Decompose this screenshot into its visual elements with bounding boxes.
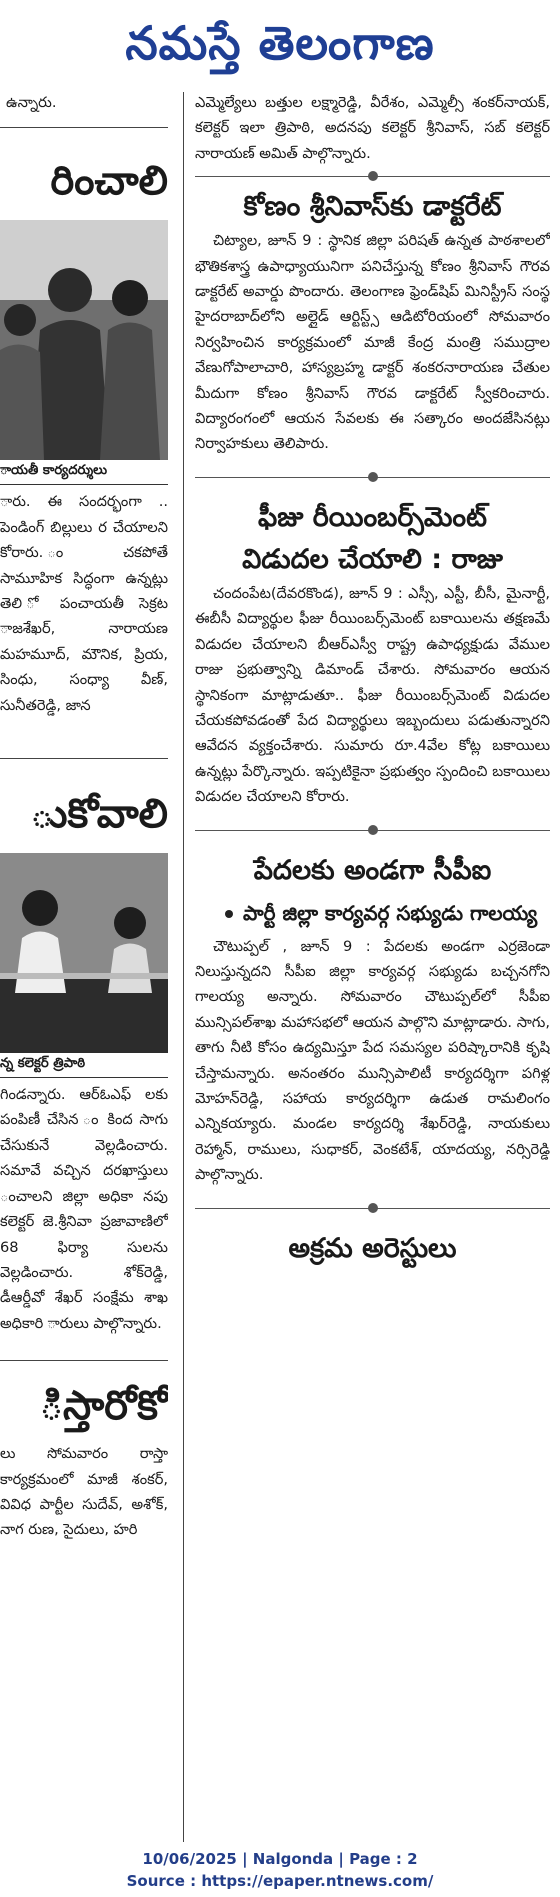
left-paragraph-2: గిండన్నారు. ఆర్‌ఓఎఫ్ లకు పంపిణీ చేసిన ం కింద సాగు చేసుకునే వెల్లడించారు. సమావే వచ్చిన దరఖాస్తులు ంచాలని జిల్లా అధికా నపు కలెక్టర్ జె.శ్రీనివా ప్రజావాణిలో 68 ఫిర్యా సులను వెల్లడించారు. శోక్‌రెడ్డి, డీఆర్డీవో శేఖర్ సంక్షేమ శాఖ అధికారి ారులు పాల్గొన్నారు. — [0, 1086, 168, 1332]
left-photo-2 — [0, 853, 168, 1053]
left-top-text: ఉన్నారు. — [6, 94, 57, 111]
story3-subhead-text: పార్టీ జిల్లా కార్యవర్గ సభ్యుడు గాలయ్య — [243, 900, 538, 925]
left-caption-2: న్న కలెక్టర్ త్రిపాఠి — [0, 1053, 168, 1078]
bullet-icon — [225, 910, 233, 918]
story-separator — [195, 166, 550, 186]
meeting-photo-icon — [0, 853, 168, 1053]
masthead-logo: నమస్తే తెలంగాణ — [125, 16, 435, 70]
story3-subhead — [225, 896, 550, 930]
story3-headline: పేదలకు అండగా సీపీఐ — [253, 854, 492, 886]
story2-headline-line2: విడుదల చేయాలి : రాజు — [242, 543, 503, 575]
left-paragraph-3: లు సోమవారం రాస్తా కార్యక్రమంలో మాజీ శంకర్, వివిధ పార్టీల సుదేవ్, అశోక్, నాగ రుణ, సైదులు, హరి — [0, 1445, 168, 1539]
story-separator — [195, 820, 550, 840]
page-footer — [0, 1848, 560, 1892]
left-caption-1: ాయతీ కార్యదర్శులు — [0, 460, 168, 485]
people-photo-icon — [0, 220, 168, 460]
story-separator — [195, 467, 550, 487]
story4-headline: అక్రమ అరెస్టులు — [288, 1232, 457, 1264]
left-paragraph-1: ారు. ఈ సందర్భంగా .. పెండింగ్ బిల్లులు ర చేయాలని కోరారు. ంచకపోతే సామూహిక సిద్ధంగా ఉన్నట్లు తెలి ో పంచాయతీ సెక్రట ాజశేఖర్, నారాయణ మహమూద్, మౌనిక, ప్రియ, సింధు, సంధ్యా వీణ్, సునీతరెడ్డి, జాన — [0, 493, 168, 714]
left-headline-3: ిస్తారోకో — [39, 1383, 168, 1430]
footer-date-edition: 10/06/2025 | Nalgonda | Page : 2 — [142, 1850, 418, 1868]
left-divider — [0, 1360, 168, 1361]
column-rule — [183, 92, 184, 1842]
right-top-paragraph: ఎమ్మెల్యేలు బత్తుల లక్ష్మారెడ్డి, వీరేశం, ఎమ్మెల్సీ శంకర్‌నాయక్, కలెక్టర్ ఇలా త్రిపాఠి, అదనపు కలెక్టర్ శ్రీనివాస్, సబ్ కలెక్టర్ నారాయణ్ అమిత్ పాల్గొన్నారు. — [195, 94, 550, 162]
story3-body: చౌటుప్పల్ , జూన్ 9 : పేదలకు అండగా ఎర్రజెండా నిలుస్తున్నదని సీపీఐ జిల్లా కార్యవర్గ సభ్యుడు బచ్చనగోని గాలయ్య అన్నారు. సోమవారం చౌటుప్పల్‌లో సీపీఐ మున్సిపల్‌శాఖ మహాసభలో ఆయన పాల్గొని మాట్లాడారు. సాగు, తాగు నీటి కోసం ఉద్యమిస్తూ పేద సమస్యల పరిష్కారానికి కృషి చేస్తామన్నారు. అనంతరం మున్సిపాలిటీ కార్యదర్శిగా పగిళ్ల మోహన్‌రెడ్డి, సహాయ కార్యదర్శిగా ఉడుత రామలింగం ఎన్నికయ్యారు. మండల కార్యదర్శి శేఖర్‌రెడ్డి, నాయకులు రెహ్మాన్, రాములు, సుధాకర్, వెంకటేశ్, యాదయ్య, నర్సిరెడ్డి పాల్గొన్నారు. — [195, 937, 550, 1184]
left-headline-2: ుకోవాలి — [30, 791, 168, 838]
story1-headline: కోణం శ్రీనివాస్‌కు డాక్టరేట్ — [243, 191, 502, 223]
story2-headline-line1: ఫీజు రీయింబర్స్‌మెంట్ — [258, 501, 487, 533]
story-separator — [195, 1198, 550, 1218]
left-divider — [0, 127, 168, 128]
right-column — [195, 90, 550, 1845]
footer-source: Source : https://epaper.ntnews.com/ — [126, 1872, 434, 1890]
left-column — [0, 90, 168, 1845]
story1-body: చిట్యాల, జూన్ 9 : స్థానిక జిల్లా పరిషత్ ఉన్నత పాఠశాలలో భౌతికశాస్త్ర ఉపాధ్యాయునిగా పనిచేస్తున్న కోణం శ్రీనివాస్ గౌరవ డాక్టరేట్ అవార్డు పొందారు. తెలంగాణ ఫ్రెండ్‌షిప్ మినిస్ట్రీస్ సంస్థ హైదరాబాద్‌లోని అల్లైడ్ ఆర్టిస్ట్స్ ఆడిటోరియంలో సోమవారం నిర్వహించిన కార్యక్రమంలో మాజీ కేంద్ర మంత్రి సముద్రాల వేణుగోపాలాచారి, హాస్యబ్రహ్మ డాక్టర్ శంకరనారాయణ చేతుల మీదుగా కోణం శ్రీనివాస్ గౌరవ డాక్టరేట్ స్వీకరించారు. విద్యారంగంలో ఆయన సేవలకు ఈ సత్కారం అందజేసినట్లు నిర్వాహకులు తెలిపారు. — [195, 232, 550, 453]
left-divider — [0, 758, 168, 759]
left-headline-1: రించాలి — [50, 158, 168, 205]
story2-body: చందంపేట(దేవరకొండ), జూన్ 9 : ఎస్సీ, ఎస్టీ, బీసీ, మైనార్టీ, ఈబీసీ విద్యార్థుల ఫీజు రీయింబర్స్‌మెంట్ బకాయిలను తక్షణమే విడుదల చేయాలని బీఆర్ఎస్వీ రాష్ట్ర ఉపాధ్యక్షుడు వేముల రాజు ప్రభుత్వాన్ని డిమాండ్ చేశారు. సోమవారం ఆయన స్థానికంగా మాట్లాడుతూ.. ఫీజు రీయింబర్స్‌మెంట్ విడుదల చేయకపోవడంతో పేద విద్యార్థులు ఇబ్బందులు పడుతున్నారని ఆవేదన వ్యక్తంచేశారు. సుమారు రూ.4వేల కోట్ల బకాయిలు ఉన్నట్లు పేర్కొన్నారు. ఇప్పటికైనా ప్రభుత్వం స్పందించి బకాయిలు విడుదల చేయాలని కోరారు. — [195, 584, 550, 806]
left-photo-1 — [0, 220, 168, 460]
